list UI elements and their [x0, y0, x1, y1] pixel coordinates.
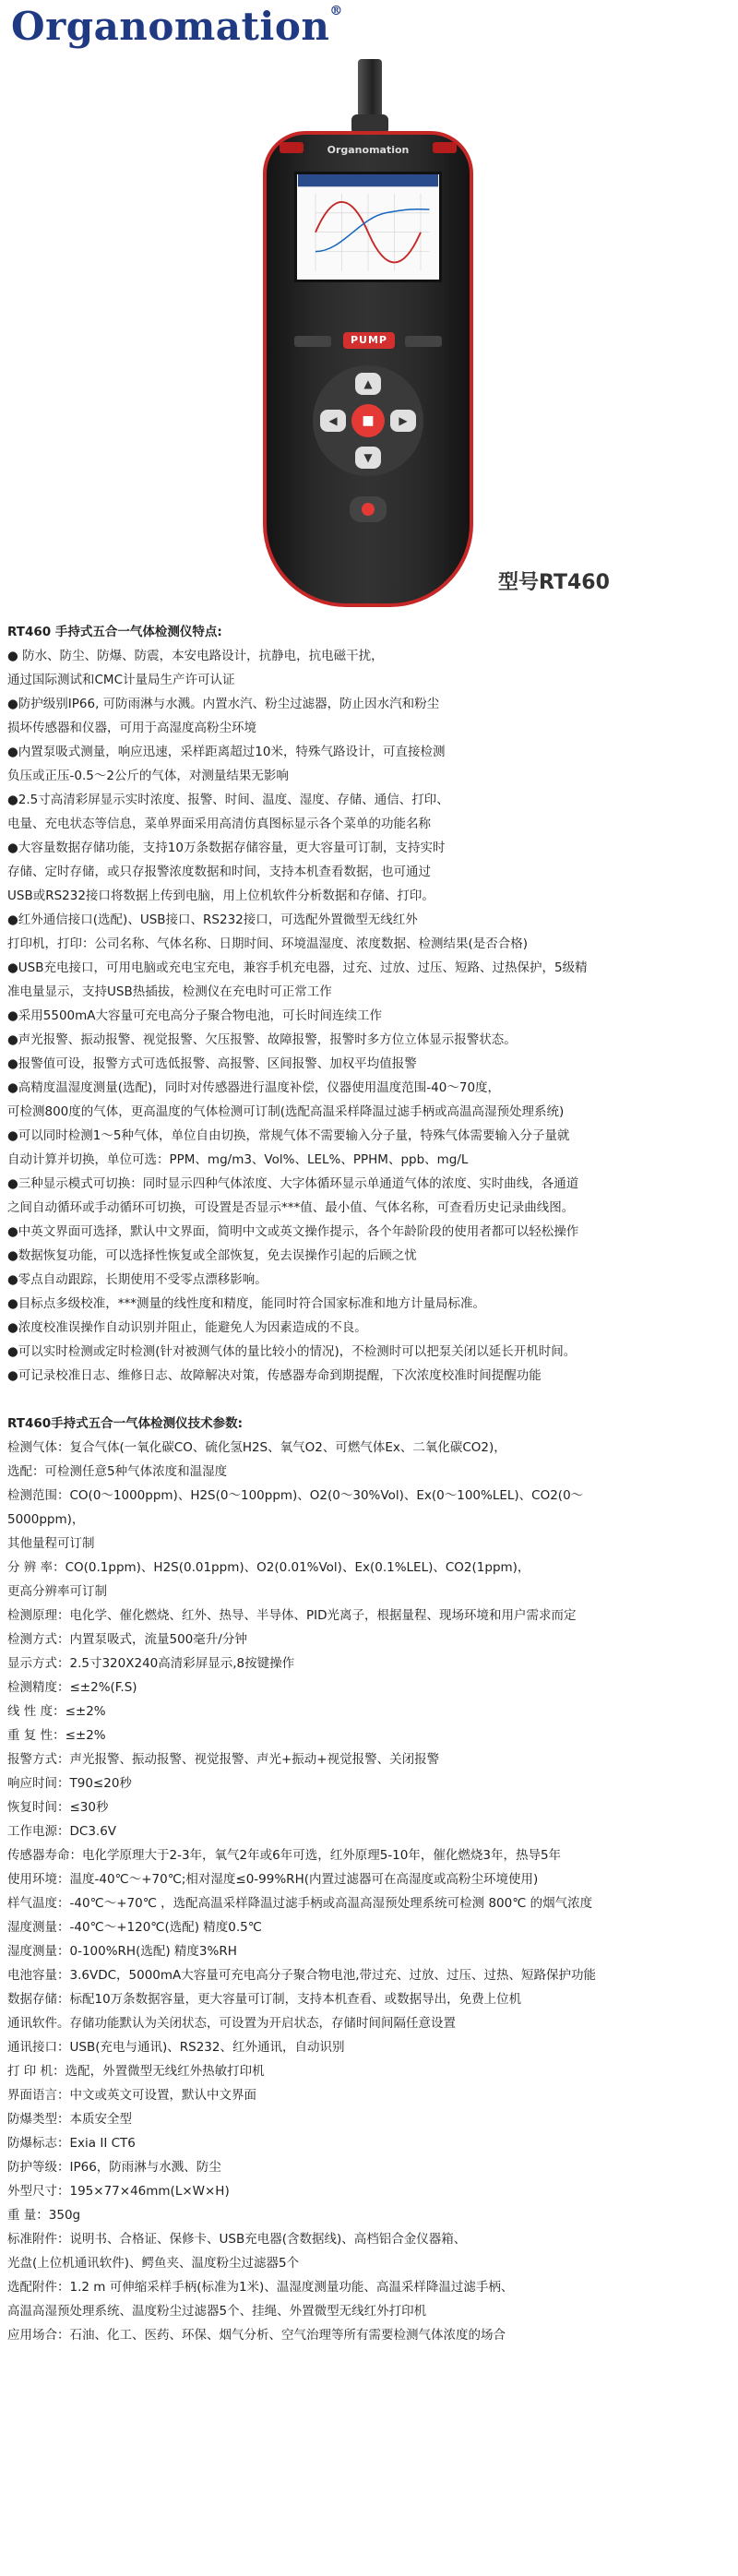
device-screen: [294, 172, 442, 282]
spec-line: 响应时间：T90≤20秒: [7, 1776, 132, 1791]
feature-line: ●2.5寸高清彩屏显示实时浓度、报警、时间、温度、湿度、存储、通信、打印、: [7, 793, 449, 807]
feature-line: ●浓度校准误操作自动识别并阻止，能避免人为因素造成的不良。: [7, 1320, 367, 1335]
feature-line: 之间自动循环或手动循环可切换，可设置是否显示***值、最小值、气体名称，可查看历史记录曲线图。: [7, 1200, 575, 1215]
features-list: [7, 644, 731, 1388]
right-arrow-icon: ▶: [390, 410, 416, 432]
spec-line: 检测精度：≤±2%(F.S): [7, 1680, 137, 1695]
spec-line: 重 复 性：≤±2%: [7, 1728, 106, 1743]
product-description: [7, 620, 731, 2347]
spec-line: 防护等级：IP66，防雨淋与水溅、防尘: [7, 2160, 221, 2175]
left-soft-button: [294, 336, 331, 347]
spec-line: 湿度测量：0-100%RH(选配) 精度3%RH: [7, 1944, 237, 1959]
feature-line: ●高精度温湿度测量(选配)，同时对传感器进行温度补偿，仪器使用温度范围-40～70度，: [7, 1080, 501, 1095]
gas-inlet-antenna: [358, 59, 382, 120]
spec-line: 检测范围：CO(0～1000ppm)、H2S(0～100ppm)、O2(0～30%Vol)、Ex(0～100%LEL)、CO2(0～: [7, 1488, 584, 1503]
spec-line: 打 印 机：选配，外置微型无线红外热敏打印机: [7, 2064, 265, 2079]
spec-line: 检测原理：电化学、催化燃烧、红外、热导、半导体、PID光离子，根据量程、现场环境和用户需求而定: [7, 1608, 577, 1623]
spec-line: 更高分辨率可订制: [7, 1584, 107, 1599]
feature-line: ●报警值可设，报警方式可选低报警、高报警、区间报警、加权平均值报警: [7, 1056, 417, 1071]
feature-line: 通过国际测试和CMC计量局生产许可认证: [7, 673, 235, 687]
spec-line: 通讯软件。存储功能默认为关闭状态，可设置为开启状态，存储时间间隔任意设置: [7, 2016, 456, 2031]
power-button: [350, 496, 387, 522]
spec-line: 电池容量：3.6VDC，5000mA大容量可充电高分子聚合物电池,带过充、过放、过压、过热、短路保护功能: [7, 1968, 597, 1983]
section-spacer: [7, 1388, 731, 1412]
feature-line: ●三种显示模式可切换：同时显示四种气体浓度、大字体循环显示单通道气体的浓度、实时曲线，各通道: [7, 1176, 579, 1191]
feature-line: 负压或正压-0.5～2公斤的气体，对测量结果无影响: [7, 769, 289, 783]
feature-line: 可检测800度的气体，更高温度的气体检测可订制(选配高温采样降温过滤手柄或高温高湿预处理系统): [7, 1104, 565, 1119]
gas-detector-device: [263, 131, 473, 607]
model-label: 型号RT460: [498, 571, 610, 594]
spec-line: 线 性 度：≤±2%: [7, 1704, 106, 1719]
ok-button-icon: ■: [351, 404, 385, 437]
feature-line: ●中英文界面可选择，默认中文界面，简明中文或英文操作提示，各个年龄阶段的使用者都可以轻松操作: [7, 1224, 579, 1239]
spec-line: 数据存储：标配10万条数据容量，更大容量可订制，支持本机查看、或数据导出，免费上位机: [7, 1992, 522, 2007]
spec-line: 检测气体：复合气体(一氧化碳CO、硫化氢H2S、氧气O2、可燃气体Ex、二氧化碳CO2)，: [7, 1440, 506, 1455]
feature-line: ●防护级别IP66, 可防雨淋与水溅。内置水汽、粉尘过滤器，防止因水汽和粉尘: [7, 697, 440, 711]
device-brand-label: Organomation: [327, 144, 410, 156]
spec-line: 高温高湿预处理系统、温度粉尘过滤器5个、挂绳、外置微型无线红外打印机: [7, 2304, 427, 2319]
specs-list: [7, 1436, 731, 2347]
feature-line: ●零点自动跟踪，长期使用不受零点漂移影响。: [7, 1272, 268, 1287]
feature-line: 自动计算并切换，单位可选：PPM、mg/m3、Vol%、LEL%、PPHM、ppb、mg/L: [7, 1152, 469, 1167]
specs-title: RT460手持式五合一气体检测仪技术参数:: [7, 1416, 244, 1431]
feature-line: ●目标点多级校准，***测量的线性度和精度，能同时符合国家标准和地方计量局标准。: [7, 1296, 486, 1311]
spec-line: 选配：可检测任意5种气体浓度和温湿度: [7, 1464, 228, 1479]
features-title: RT460 手持式五合一气体检测仪特点:: [7, 625, 222, 639]
feature-line: ●可以实时检测或定时检测(针对被测气体的量比较小的情况)，不检测时可以把泵关闭以延长开机时间。: [7, 1344, 577, 1359]
spec-line: 重 量：350g: [7, 2208, 81, 2223]
registered-mark: ®: [329, 4, 343, 18]
feature-line: USB或RS232接口将数据上传到电脑，用上位机软件分析数据和存储、打印。: [7, 888, 434, 903]
navigation-pad: [313, 365, 423, 476]
spec-line: 样气温度：-40℃～+70℃ ，选配高温采样降温过滤手柄或高温高湿预处理系统可检测 800℃ 的烟气浓度: [7, 1896, 593, 1911]
feature-line: 准电量显示，支持USB热插拔，检测仪在充电时可正常工作: [7, 984, 332, 999]
spec-line: 湿度测量：-40℃～+120℃(选配) 精度0.5℃: [7, 1920, 262, 1935]
spec-line: 恢复时间：≤30秒: [7, 1800, 109, 1815]
spec-line: 标准附件：说明书、合格证、保修卡、USB充电器(含数据线)、高档铝合金仪器箱、: [7, 2232, 467, 2247]
feature-line: 损坏传感器和仪器，可用于高湿度高粉尘环境: [7, 721, 256, 735]
feature-line: ●可以同时检测1～5种气体，单位自由切换，常规气体不需要输入分子量，特殊气体需要输入分子量就: [7, 1128, 570, 1143]
feature-line: 电量、充电状态等信息，菜单界面采用高清仿真图标显示各个菜单的功能名称: [7, 817, 431, 831]
up-arrow-icon: ▲: [355, 373, 381, 395]
spec-line: 外型尺寸：195×77×46mm(L×W×H): [7, 2184, 230, 2199]
spec-line: 其他量程可订制: [7, 1536, 95, 1551]
spec-line: 工作电源：DC3.6V: [7, 1824, 117, 1839]
left-arrow-icon: ◀: [320, 410, 346, 432]
spec-line: 传感器寿命：电化学原理大于2-3年，氧气2年或6年可选，红外原理5-10年，催化燃烧3年，热导5年: [7, 1848, 562, 1863]
brand-name: Organomation: [11, 4, 330, 49]
power-icon: [362, 503, 375, 516]
feature-line: ● 防水、防尘、防爆、防震，本安电路设计，抗静电，抗电磁干扰，: [7, 649, 384, 663]
screen-curve-graphic: [297, 174, 439, 280]
right-soft-button: [405, 336, 442, 347]
product-image: [0, 59, 738, 613]
pump-button: PUMP: [343, 332, 395, 349]
spec-line: 显示方式：2.5寸320X240高清彩屏显示,8按键操作: [7, 1656, 295, 1671]
feature-line: 打印机，打印：公司名称、气体名称、日期时间、环境温湿度、浓度数据、检测结果(是否合格): [7, 936, 529, 951]
feature-line: ●采用5500mA大容量可充电高分子聚合物电池，可长时间连续工作: [7, 1008, 383, 1023]
spec-line: 选配附件：1.2 m 可伸缩采样手柄(标准为1米)、温湿度测量功能、高温采样降温过滤手柄、: [7, 2280, 514, 2295]
spec-line: 光盘(上位机通讯软件)、鳄鱼夹、温度粉尘过滤器5个: [7, 2256, 300, 2271]
feature-line: ●声光报警、振动报警、视觉报警、欠压报警、故障报警，报警时多方位立体显示报警状态。: [7, 1032, 517, 1047]
spec-line: 使用环境：温度-40℃～+70℃;相对湿度≤0-99%RH(内置过滤器可在高湿度或高粉尘环境使用): [7, 1872, 539, 1887]
feature-line: ●内置泵吸式测量，响应迅速，采样距离超过10米，特殊气路设计，可直接检测: [7, 745, 446, 759]
spec-line: 报警方式：声光报警、振动报警、视觉报警、声光+振动+视觉报警、关闭报警: [7, 1752, 440, 1767]
feature-line: ●数据恢复功能，可以选择性恢复或全部恢复，免去误操作引起的后顾之忧: [7, 1248, 417, 1263]
spec-line: 防爆类型：本质安全型: [7, 2112, 132, 2127]
spec-line: 检测方式：内置泵吸式，流量500毫升/分钟: [7, 1632, 247, 1647]
feature-line: ●大容量数据存储功能，支持10万条数据存储容量，更大容量可订制，支持实时: [7, 841, 446, 855]
feature-line: ●可记录校准日志、维修日志、故障解决对策，传感器寿命到期提醒，下次浓度校准时间提醒功能: [7, 1368, 542, 1383]
feature-line: ●红外通信接口(选配)、USB接口、RS232接口，可选配外置微型无线红外: [7, 912, 418, 927]
down-arrow-icon: ▼: [355, 447, 381, 469]
feature-line: ●USB充电接口，可用电脑或充电宝充电，兼容手机充电器，过充、过放、过压、短路、过热保护，5级精: [7, 960, 588, 975]
brand-logo: [11, 4, 343, 49]
spec-line: 应用场合：石油、化工、医药、环保、烟气分析、空气治理等所有需要检测气体浓度的场合: [7, 2328, 506, 2343]
spec-line: 防爆标志：Exia II CT6: [7, 2136, 136, 2151]
spec-line: 5000ppm)，: [7, 1512, 85, 1527]
feature-line: 存储、定时存储，或只存报警浓度数据和时间，支持本机查看数据，也可通过: [7, 865, 431, 879]
spec-line: 界面语言：中文或英文可设置，默认中文界面: [7, 2088, 256, 2103]
spec-line: 通讯接口：USB(充电与通讯)、RS232、红外通讯，自动识别: [7, 2040, 345, 2055]
spec-line: 分 辨 率：CO(0.1ppm)、H2S(0.01ppm)、O2(0.01%Vol)、Ex(0.1%LEL)、CO2(1ppm)，: [7, 1560, 530, 1575]
